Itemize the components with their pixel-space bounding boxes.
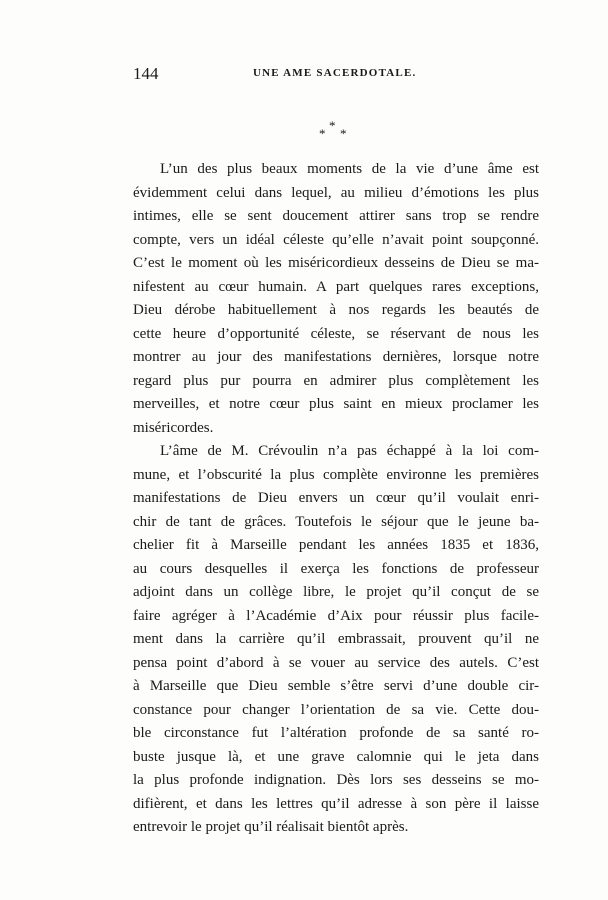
- text-line: Dieu dérobe habituellement à nos regards les beautés de: [133, 302, 539, 318]
- running-title: UNE AME SACERDOTALE.: [253, 67, 417, 79]
- body-text: [133, 158, 539, 840]
- text-line: constance pour changer l’orientation de sa vie. Cette dou-: [133, 701, 539, 718]
- text-line: manifestations de Dieu envers un cœur qu’il voulait enri-: [133, 490, 539, 506]
- text-line: ble circonstance fut l’altération profonde de sa santé ro-: [133, 725, 539, 741]
- text-line: intimes, elle se sent doucement attirer sans trop se rendre: [133, 208, 539, 224]
- text-line: entrevoir le projet qu’il réalisait bientôt après.: [133, 819, 409, 835]
- text-line: ment dans la carrière qu’il embrassait, prouvent qu’il ne: [133, 631, 539, 647]
- asterism-star: *: [319, 126, 326, 141]
- asterism-star: *: [340, 126, 347, 141]
- text-line: L’un des plus beaux moments de la vie d’une âme est: [160, 161, 539, 177]
- text-line: à Marseille que Dieu semble s’être servi d’une double cir-: [133, 678, 539, 694]
- paragraph-1: [133, 158, 539, 440]
- text-line: cette heure d’opportunité céleste, se réservant de nous les: [133, 325, 539, 342]
- asterism-star: *: [329, 118, 336, 133]
- text-line: au cours desquelles il exerça les fonctions de professeur: [133, 560, 539, 577]
- page-number: 144: [133, 64, 159, 83]
- page-header: [133, 64, 553, 86]
- text-line: C’est le moment où les miséricordieux desseins de Dieu se ma-: [133, 255, 539, 271]
- text-line: montrer au jour des manifestations dernières, lorsque notre: [133, 349, 539, 365]
- text-line: mune, et l’obscurité la plus complète environne les premières: [133, 466, 539, 483]
- text-line: L’âme de M. Crévoulin n’a pas échappé à la loi com-: [160, 443, 539, 459]
- text-line: regard plus pur pourra en admirer plus complètement les: [133, 372, 539, 389]
- section-asterism: [316, 118, 356, 148]
- text-line: merveilles, et notre cœur plus saint en mieux proclamer les: [133, 396, 539, 412]
- text-line: chelier fit à Marseille pendant les années 1835 et 1836,: [133, 537, 539, 553]
- text-line: buste jusque là, et une grave calomnie qui le jeta dans: [133, 748, 539, 765]
- text-line: faire agréger à l’Académie d’Aix pour réussir plus facile-: [133, 607, 539, 624]
- text-line: compte, vers un idéal céleste qu’elle n’avait point soupçonné.: [133, 231, 539, 248]
- text-line: adjoint dans un collège libre, le projet qu’il conçut de se: [133, 584, 539, 600]
- text-line: miséricordes.: [133, 419, 214, 436]
- text-line: difièrent, et dans les lettres qu’il adresse à son père il laisse: [133, 795, 539, 812]
- text-line: la plus profonde indignation. Dès lors ses desseins se mo-: [133, 772, 539, 788]
- text-line: nifestent au cœur humain. A part quelques rares exceptions,: [133, 278, 539, 295]
- text-line: évidemment celui dans lequel, au milieu d’émotions les plus: [133, 184, 539, 201]
- paragraph-2: [133, 440, 539, 840]
- text-line: chir de tant de grâces. Toutefois le séjour que le jeune ba-: [133, 513, 539, 530]
- text-line: pensa point d’abord à se vouer au service des autels. C’est: [133, 654, 539, 671]
